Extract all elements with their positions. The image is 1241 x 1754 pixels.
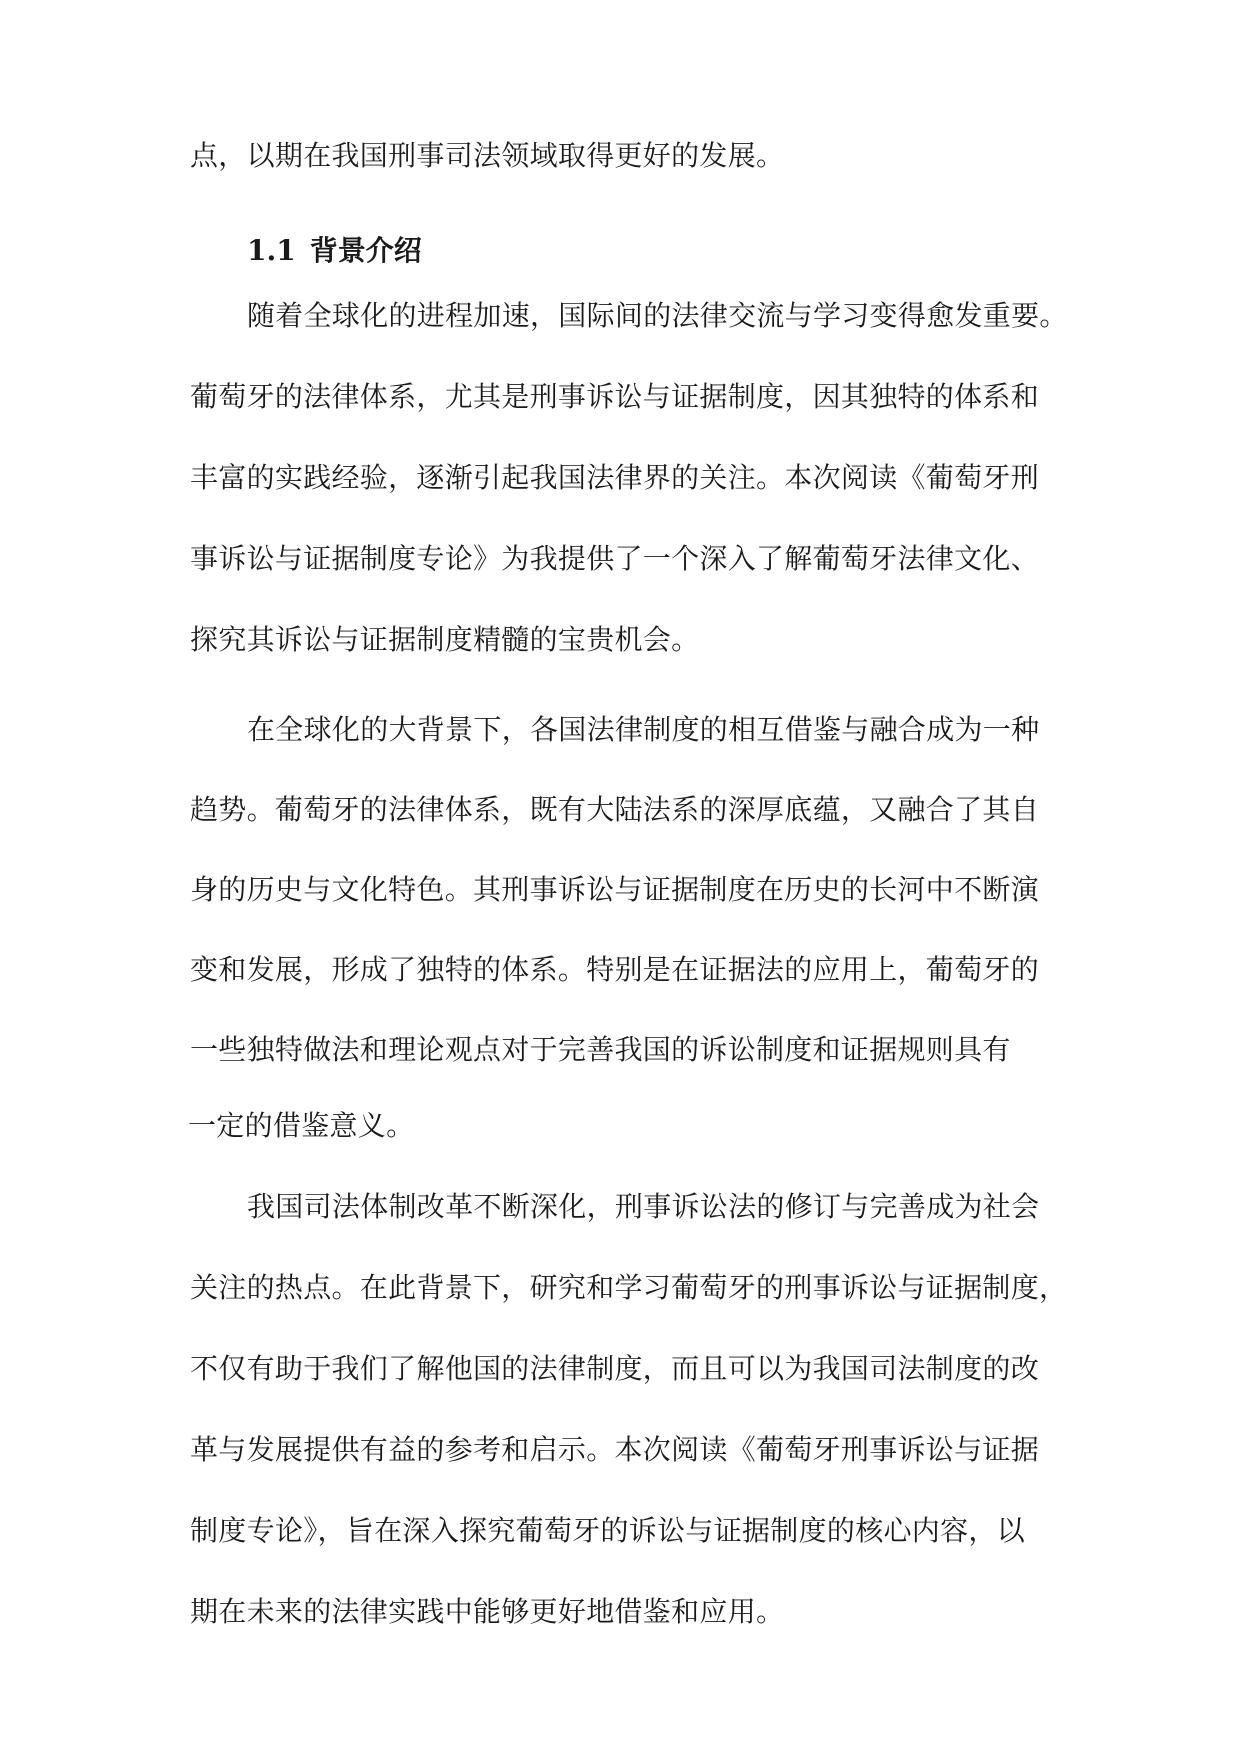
intro-tail-line: 点，以期在我国刑事司法领域取得更好的发展。 bbox=[190, 139, 785, 172]
paragraph-line: 关注的热点。在此背景下，研究和学习葡萄牙的刑事诉讼与证据制度， bbox=[190, 1271, 1068, 1304]
paragraph-line: 身的历史与文化特色。其刑事诉讼与证据制度在历史的长河中不断演 bbox=[190, 873, 1040, 906]
section-number: 1.1 bbox=[247, 234, 296, 267]
paragraph-line: 葡萄牙的法律体系，尤其是刑事诉讼与证据制度，因其独特的体系和 bbox=[190, 380, 1040, 413]
section-title: 背景介绍 bbox=[309, 234, 422, 267]
paragraph-line: 不仅有助于我们了解他国的法律制度，而且可以为我国司法制度的改 bbox=[190, 1352, 1040, 1385]
paragraph-line: 变和发展，形成了独特的体系。特别是在证据法的应用上，葡萄牙的 bbox=[190, 953, 1040, 986]
paragraph-line: 趋势。葡萄牙的法律体系，既有大陆法系的深厚底蕴，又融合了其自 bbox=[190, 793, 1040, 826]
section-heading bbox=[247, 231, 422, 271]
paragraph-line: 制度专论》，旨在深入探究葡萄牙的诉讼与证据制度的核心内容，以 bbox=[190, 1514, 1026, 1547]
paragraph-line: 革与发展提供有益的参考和启示。本次阅读《葡萄牙刑事诉讼与证据 bbox=[190, 1433, 1040, 1466]
paragraph-line: 随着全球化的进程加速，国际间的法律交流与学习变得愈发重要。 bbox=[247, 299, 1068, 332]
paragraph-line: 期在未来的法律实践中能够更好地借鉴和应用。 bbox=[190, 1595, 785, 1628]
paragraph-line: 丰富的实践经验，逐渐引起我国法律界的关注。本次阅读《葡萄牙刑 bbox=[190, 461, 1040, 494]
paragraph-line: 事诉讼与证据制度专论》为我提供了一个深入了解葡萄牙法律文化、 bbox=[190, 542, 1040, 575]
paragraph-line: 我国司法体制改革不断深化，刑事诉讼法的修订与完善成为社会 bbox=[247, 1190, 1040, 1223]
paragraph-line: 一定的借鉴意义。 bbox=[188, 1109, 415, 1142]
paragraph-line: 在全球化的大背景下，各国法律制度的相互借鉴与融合成为一种 bbox=[247, 713, 1040, 746]
paragraph-line: 一些独特做法和理论观点对于完善我国的诉讼制度和证据规则具有 bbox=[190, 1033, 1011, 1066]
paragraph-line: 探究其诉讼与证据制度精髓的宝贵机会。 bbox=[190, 623, 700, 656]
